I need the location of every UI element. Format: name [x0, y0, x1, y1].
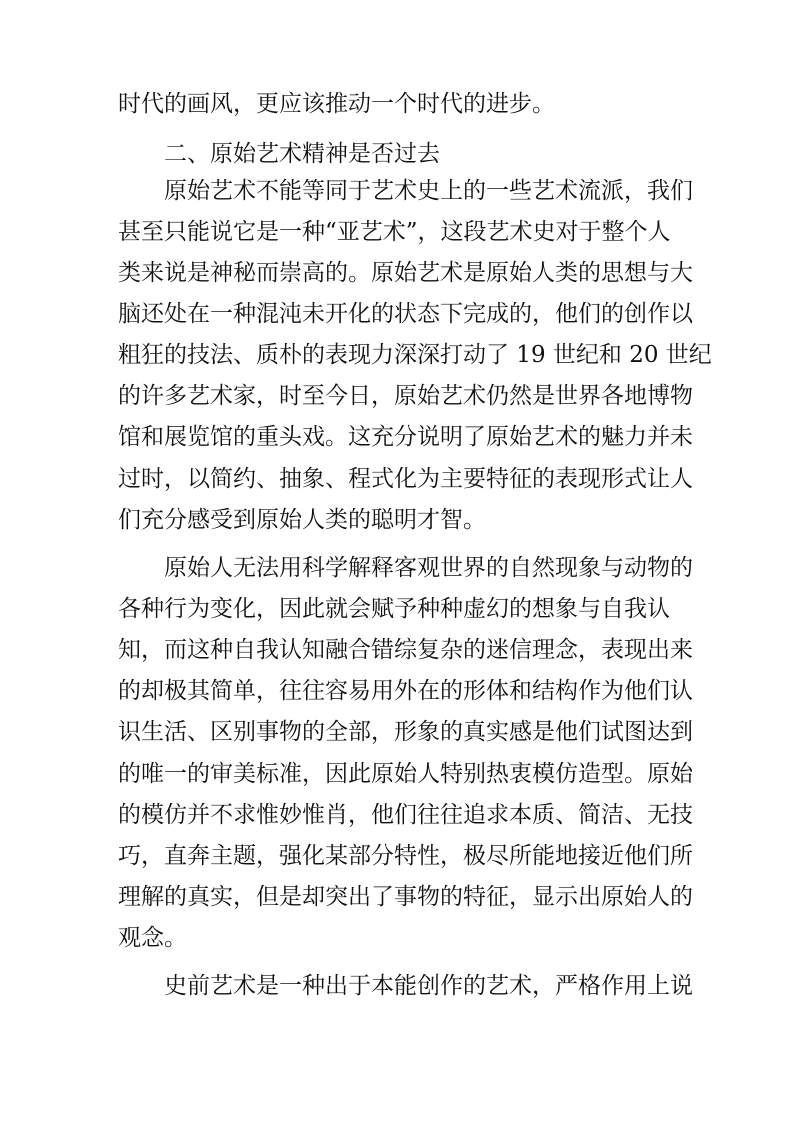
section-heading: 二、原始艺术精神是否过去 [164, 141, 440, 167]
paragraph-line: 脑还处在一种混沌未开化的状态下完成的，他们的创作以 [118, 301, 693, 327]
paragraph-line: 馆和展览馆的重头戏。这充分说明了原始艺术的魅力并未 [118, 424, 693, 450]
paragraph-line: 甚至只能说它是一种“亚艺术”，这段艺术史对于整个人 [118, 219, 671, 245]
paragraph-line: 知，而这种自我认知融合错综复杂的迷信理念，表现出来 [118, 637, 693, 663]
paragraph-line: 各种行为变化，因此就会赋予种种虚幻的想象与自我认 [118, 596, 670, 622]
paragraph-line: 的许多艺术家，时至今日，原始艺术仍然是世界各地博物 [118, 383, 693, 409]
paragraph-line: 巧，直奔主题，强化某部分特性，极尽所能地接近他们所 [118, 843, 693, 869]
paragraph-line: 原始艺术不能等同于艺术史上的一些艺术流派，我们 [164, 178, 693, 204]
paragraph-line: 的却极其简单，往往容易用外在的形体和结构作为他们认 [118, 678, 693, 704]
paragraph-line: 类来说是神秘而崇高的。原始艺术是原始人类的思想与大 [118, 260, 693, 286]
paragraph-line: 理解的真实，但是却突出了事物的特征，显示出原始人的 [118, 884, 693, 910]
paragraph-line: 们充分感受到原始人类的聪明才智。 [118, 507, 486, 533]
paragraph-line: 时代的画风，更应该推动一个时代的进步。 [118, 91, 555, 117]
paragraph-line: 的模仿并不求惟妙惟肖，他们往往追求本质、简洁、无技 [118, 802, 693, 828]
paragraph-line: 识生活、区别事物的全部，形象的真实感是他们试图达到 [118, 719, 693, 745]
paragraph-line: 过时，以简约、抽象、程式化为主要特征的表现形式让人 [118, 466, 693, 492]
paragraph-line: 观念。 [118, 925, 187, 951]
paragraph-line: 的唯一的审美标准，因此原始人特别热衷模仿造型。原始 [118, 761, 693, 787]
paragraph-line: 粗狂的技法、质朴的表现力深深打动了 19 世纪和 20 世纪 [118, 342, 712, 368]
paragraph-line: 史前艺术是一种出于本能创作的艺术，严格作用上说 [164, 973, 693, 999]
paragraph-line: 原始人无法用科学解释客观世界的自然现象与动物的 [164, 555, 693, 581]
